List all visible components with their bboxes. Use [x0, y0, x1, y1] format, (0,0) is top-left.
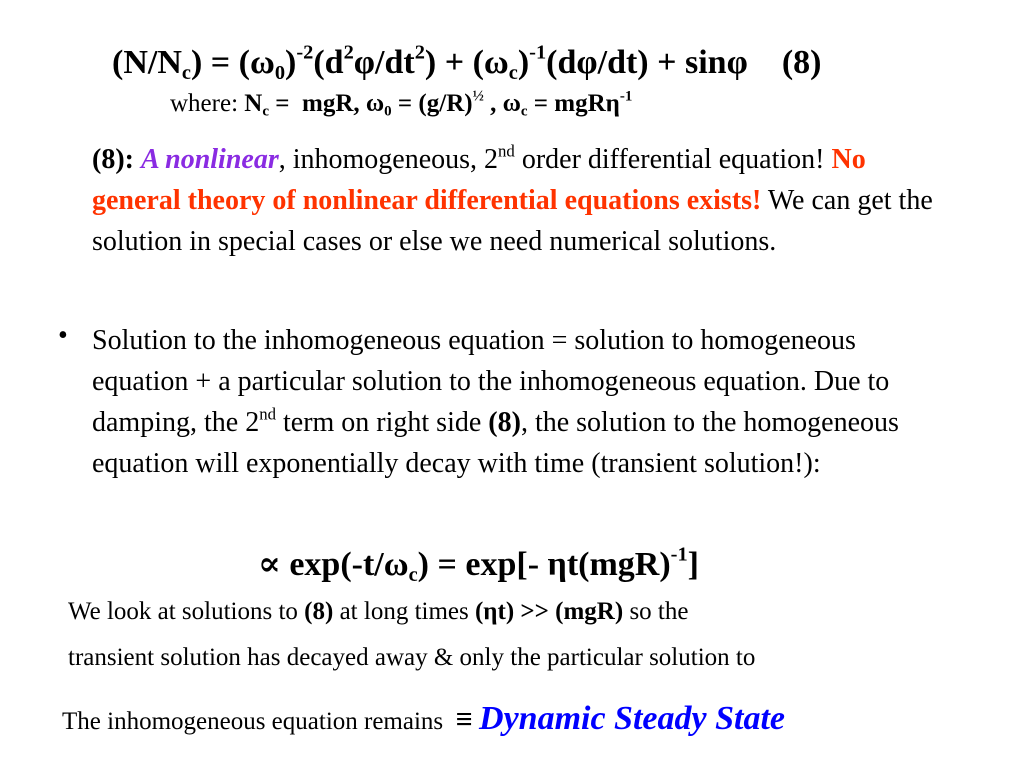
long-time-condition: (ηt) >> (mgR) — [474, 598, 624, 625]
remains-text: The inhomogeneous equation remains — [62, 708, 444, 735]
closing-equation-ref: (8) — [304, 598, 334, 625]
bullet-text-2: term on right side — [275, 407, 489, 438]
nonlinear-paragraph — [92, 139, 952, 262]
steady-state-label: Dynamic Steady State — [479, 700, 785, 737]
equation-ref-2: (8) — [488, 407, 521, 438]
order-text: order differential equation! — [514, 144, 832, 175]
equivalence-symbol: ≡ — [455, 703, 473, 736]
bullet-marker: • — [58, 320, 68, 351]
closing-line-1 — [68, 598, 688, 626]
bullet-text-3: , the solution to the homogeneous equation will exponentially decay with time (transient solution!): — [92, 407, 899, 479]
where-definitions: where: $N_c$ = mgR, $\omega_0 = (g/R)^{\frac{1}{2}}$ , $\omega_c = mgR\eta^{-1}$ — [170, 88, 633, 120]
solution-bullet-paragraph — [92, 320, 952, 484]
where-prefix: where: — [170, 90, 239, 117]
closing-line-2: transient solution has decayed away & only the particular solution to — [68, 644, 756, 671]
nd-superscript-2: nd — [259, 404, 276, 424]
closing-text-c: so the — [623, 598, 689, 625]
no-theory-warning: No general theory of nonlinear differential equations exists! — [92, 144, 866, 216]
closing-text-a: We look at solutions to — [68, 598, 305, 625]
nd-superscript: nd — [498, 141, 515, 161]
closing-line-3 — [62, 700, 785, 738]
bullet-text-1: Solution to the inhomogeneous equation = solution to homogeneous equation + a particular solution to the inhomogeneous equation. Due to damping, the 2 — [92, 325, 890, 438]
decay-formula: ∝ $\exp(-t/\omega_c) = \exp[-$ ηt(mgR)$^{-1}$] — [258, 543, 699, 587]
nonlinear-phrase: A nonlinear — [140, 144, 279, 175]
closing-text-b: at long times — [333, 598, 475, 625]
special-cases-text: We can get the solution in special cases or else we need numerical solutions. — [92, 185, 933, 257]
equation-ref: (8): — [92, 144, 134, 175]
equation-8: $(N/N_c) = (\omega_0)^{-2}(d^2\varphi/dt^2) + (\omega_c)^{-1}(d\varphi/dt) + \sin\varphi$ (8) — [112, 41, 822, 85]
equation-number: (8) — [781, 44, 822, 81]
inhomogeneous-text: , inhomogeneous, 2 — [278, 144, 499, 175]
